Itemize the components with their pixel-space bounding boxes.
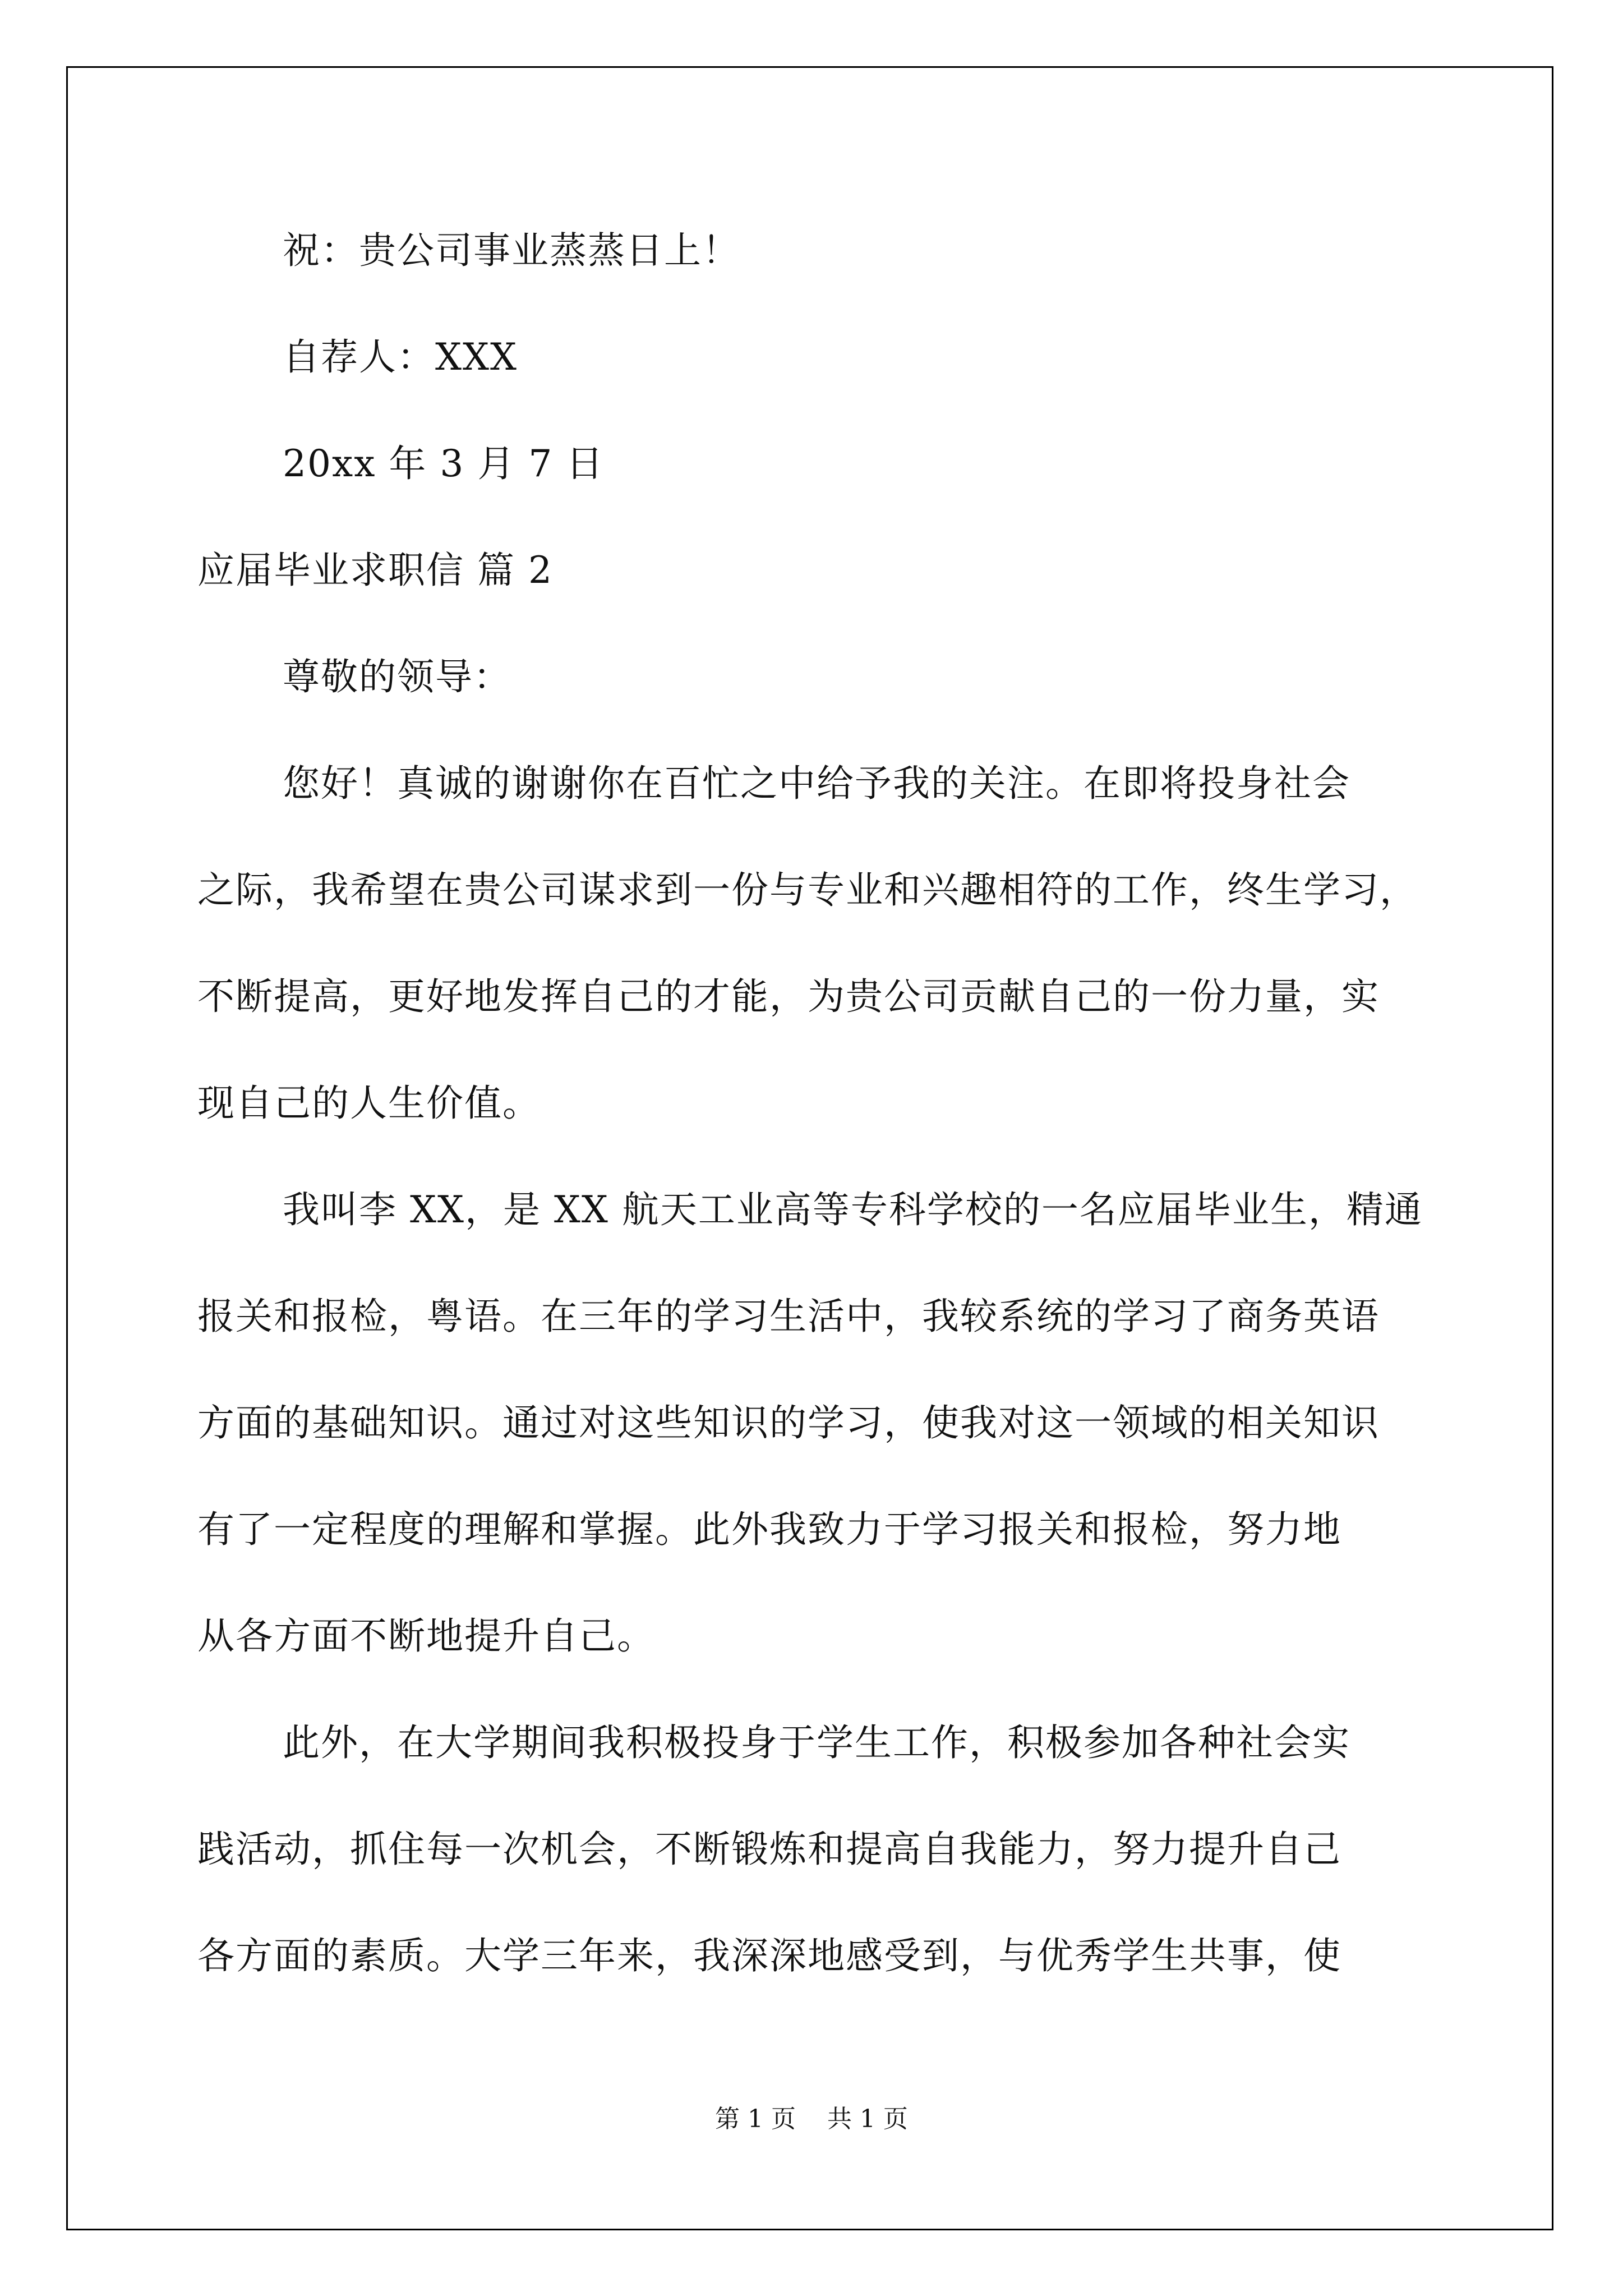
closing-wish: 祝：贵公司事业蒸蒸日上！ (283, 229, 740, 272)
section-heading: 应届毕业求职信 篇 2 (197, 549, 553, 592)
paragraph-line: 方面的基础知识。通过对这些知识的学习，使我对这一领域的相关知识 (197, 1401, 1380, 1444)
page-border (66, 66, 1553, 2230)
paragraph-line: 现自己的人生价值。 (197, 1082, 541, 1125)
paragraph-line: 践活动，抓住每一次机会，不断锻炼和提高自我能力，努力提升自己 (197, 1828, 1341, 1871)
paragraph-line: 不断提高，更好地发挥自己的才能，为贵公司贡献自己的一份力量，实 (197, 975, 1380, 1018)
date-line: 20xx 年 3 月 7 日 (283, 442, 605, 485)
signature-line: 自荐人：XXX (283, 335, 518, 379)
paragraph-line: 有了一定程度的理解和掌握。此外我致力于学习报关和报检，努力地 (197, 1508, 1341, 1551)
paragraph-line: 从各方面不断地提升自己。 (197, 1614, 655, 1658)
paragraph-line: 之际，我希望在贵公司谋求到一份与专业和兴趣相符的工作，终生学习， (197, 868, 1418, 912)
paragraph-line: 此外，在大学期间我积极投身于学生工作，积极参加各种社会实 (283, 1721, 1350, 1764)
paragraph-line: 各方面的素质。大学三年来，我深深地感受到，与优秀学生共事，使 (197, 1934, 1341, 1977)
paragraph-line: 您好！真诚的谢谢你在百忙之中给予我的关注。在即将投身社会 (283, 762, 1350, 805)
paragraph-line: 我叫李 XX，是 XX 航天工业高等专科学校的一名应届毕业生，精通 (283, 1188, 1423, 1231)
paragraph-line: 报关和报检，粤语。在三年的学习生活中，我较系统的学习了商务英语 (197, 1295, 1380, 1338)
page-footer: 第 1 页 共 1 页 (715, 2105, 908, 2133)
salutation: 尊敬的领导： (283, 655, 511, 698)
